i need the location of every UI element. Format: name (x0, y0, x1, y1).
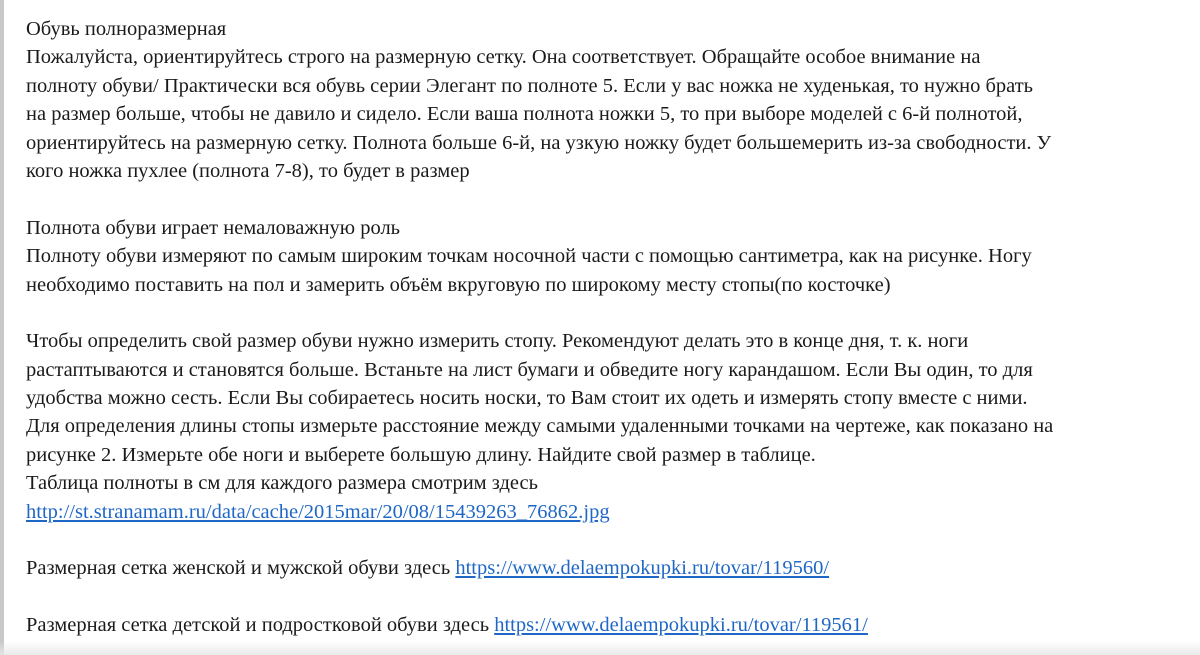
paragraph-line: Пожалуйста, ориентируйтесь строго на размерную сетку. Она соответствует. Обращайте особое внимание на (26, 46, 981, 69)
size-chart-adult-line (26, 554, 1186, 582)
width-table-link[interactable]: http://st.stranamam.ru/data/cache/2015mar/20/08/15439263_76862.jpg (26, 500, 610, 523)
description-text (26, 15, 1186, 640)
paragraph-line: на размер больше, чтобы не давило и сидело. Если ваша полнота ножки 5, то при выборе моделей с 6-й полнотой, (26, 103, 1023, 126)
spacer (26, 185, 1186, 213)
paragraph-line: Для определения длины стопы измерьте расстояние между самыми удаленными точками на чертеже, как показано на (26, 415, 1054, 438)
spacer (26, 583, 1186, 611)
spacer (26, 526, 1186, 554)
paragraph-line: Таблица полноты в см для каждого размера смотрим здесь (26, 472, 538, 495)
size-chart-adult-label: Размерная сетка женской и мужской обуви здесь (26, 557, 451, 580)
left-border (0, 0, 4, 655)
size-chart-kids-label: Размерная сетка детской и подростковой обуви здесь (26, 614, 490, 637)
bottom-edge-shadow (0, 641, 1200, 655)
paragraph-line: растаптываются и становятся больше. Встаньте на лист бумаги и обведите ногу карандашом. Если Вы один, то для (26, 358, 1033, 381)
size-chart-kids-line (26, 611, 1186, 639)
paragraph-line: удобства можно сесть. Если Вы собираетесь носить носки, то Вам стоит их одеть и измерять стопу вместе с ними. (26, 387, 1028, 410)
width-table-link-line (26, 498, 1186, 526)
paragraph-line: полноту обуви/ Практически вся обувь серии Элегант по полноте 5. Если у вас ножка не худенькая, то нужно брать (26, 74, 1034, 97)
paragraph-line: Полноту обуви измеряют по самым широким точкам носочной части с помощью сантиметра, как на рисунке. Ногу (26, 245, 1032, 268)
spacer (26, 299, 1186, 327)
size-chart-adult-link[interactable]: https://www.delaempokupki.ru/tovar/119560/ (455, 557, 830, 580)
section-heading-width: Полнота обуви играет немаловажную роль (26, 216, 401, 239)
section-heading-footwear: Обувь полноразмерная (26, 18, 227, 40)
size-chart-kids-link[interactable]: https://www.delaempokupki.ru/tovar/119561/ (494, 614, 868, 637)
paragraph-line: ориентируйтесь на размерную сетку. Полнота больше 6-й, на узкую ножку будет большемерить из-за свободности. У (26, 131, 1052, 154)
paragraph-line: рисунке 2. Измерьте обе ноги и выберете большую длину. Найдите свой размер в таблице. (26, 443, 816, 466)
paragraph-line: Чтобы определить свой размер обуви нужно измерить стопу. Рекомендуют делать это в конце дня, т. к. ноги (26, 330, 969, 353)
paragraph-line: кого ножка пухлее (полнота 7-8), то будет в размер (26, 159, 470, 182)
paragraph-line: необходимо поставить на пол и замерить объём вкруговую по широкому месту стопы(по косточке) (26, 273, 891, 296)
